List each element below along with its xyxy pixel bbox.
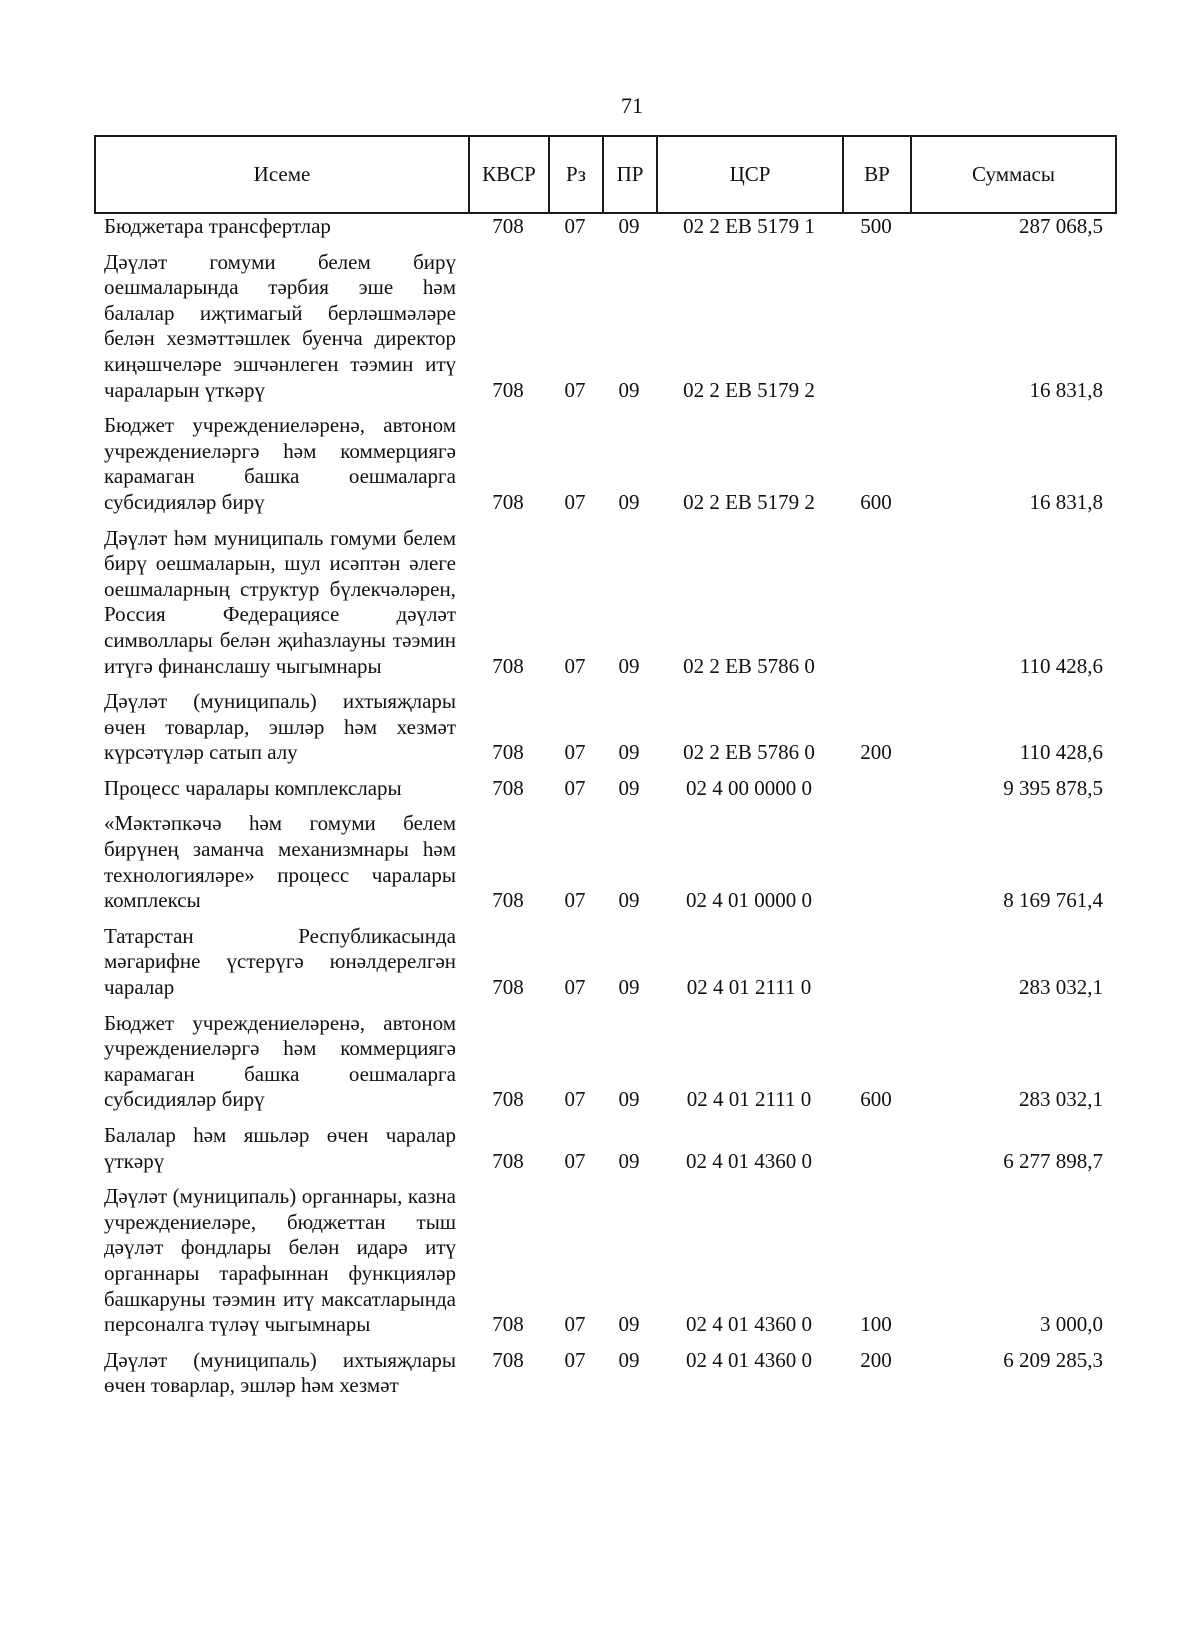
row-rz: 07 — [564, 1148, 586, 1173]
row-sum: 287 068,5 — [1019, 214, 1103, 238]
table-row — [94, 811, 1115, 913]
header-row — [95, 136, 1116, 213]
row-rz: 07 — [564, 740, 586, 765]
row-kvsr: 708 — [492, 214, 524, 238]
row-spacer-cell — [94, 766, 1115, 776]
table-row — [94, 526, 1115, 680]
row-csr: 02 2 ЕВ 5786 0 — [683, 653, 815, 678]
row-vr: 500 — [860, 214, 892, 238]
table-body — [94, 214, 1115, 1399]
row-vr: 600 — [860, 1087, 892, 1112]
row-sum: 283 032,1 — [1019, 1087, 1103, 1112]
row-pr: 09 — [618, 214, 640, 238]
row-csr: 02 2 ЕВ 5786 0 — [683, 740, 815, 765]
row-pr: 09 — [618, 489, 640, 514]
row-kvsr: 708 — [492, 489, 524, 514]
row-vr: 200 — [860, 740, 892, 765]
row-sum: 6 277 898,7 — [1003, 1148, 1103, 1173]
row-sum: 283 032,1 — [1019, 975, 1103, 1000]
row-kvsr: 708 — [492, 1087, 524, 1112]
row-rz: 07 — [564, 1312, 586, 1337]
row-rz: 07 — [564, 489, 586, 514]
row-csr: 02 2 ЕВ 5179 1 — [683, 214, 815, 238]
row-vr — [842, 776, 910, 802]
row-csr: 02 4 00 0000 0 — [686, 775, 812, 800]
row-spacer-cell — [94, 914, 1115, 924]
table-row — [94, 250, 1115, 404]
row-spacer — [94, 801, 1115, 811]
row-vr — [842, 924, 910, 1001]
row-pr: 09 — [618, 775, 640, 800]
row-vr — [842, 526, 910, 680]
row-csr: 02 2 ЕВ 5179 2 — [683, 489, 815, 514]
budget-table — [94, 214, 1115, 1399]
row-sum: 3 000,0 — [1040, 1312, 1103, 1337]
row-name: Бюджет учреждениеләренә, автоном учреждениеләргә һәм коммерциягә карамаган башка оешмаларга субсидияләр бирү — [104, 1010, 456, 1112]
row-spacer — [94, 679, 1115, 689]
row-name: Татарстан Республикасында мәгарифне үстерүгә юнәлдерелгән чаралар — [104, 923, 456, 1000]
row-kvsr: 708 — [492, 1347, 524, 1372]
row-pr: 09 — [618, 1148, 640, 1173]
row-kvsr: 708 — [492, 775, 524, 800]
table-row — [94, 1011, 1115, 1113]
table-row — [94, 689, 1115, 766]
row-rz: 07 — [564, 377, 586, 402]
row-vr: 200 — [860, 1347, 892, 1372]
row-spacer — [94, 1174, 1115, 1184]
row-spacer — [94, 766, 1115, 776]
row-name: Бюджетара трансфертлар — [104, 214, 331, 238]
row-rz: 07 — [564, 214, 586, 238]
row-kvsr: 708 — [492, 740, 524, 765]
header-kvsr: КВСР — [469, 136, 549, 213]
row-rz: 07 — [564, 1087, 586, 1112]
row-sum: 16 831,8 — [1029, 489, 1103, 514]
row-kvsr: 708 — [492, 888, 524, 913]
header-sum: Суммасы — [911, 136, 1116, 213]
row-csr: 02 4 01 2111 0 — [686, 1087, 812, 1112]
row-pr: 09 — [618, 1312, 640, 1337]
row-pr: 09 — [618, 975, 640, 1000]
row-name: Дәүләт (муниципаль) ихтыяҗлары өчен товарлар, эшләр һәм хезмәт — [104, 1347, 456, 1398]
row-name: «Мәктәпкәчә һәм гомуми белем бирүнең заманча механизмнары һәм технологияләре» процесс чаралары комплексы — [104, 811, 456, 913]
row-pr: 09 — [618, 888, 640, 913]
row-sum: 110 428,6 — [1019, 740, 1103, 765]
row-sum: 6 209 285,3 — [1003, 1347, 1103, 1372]
row-spacer — [94, 516, 1115, 526]
table-row — [94, 1123, 1115, 1174]
table-header — [94, 135, 1117, 214]
row-kvsr: 708 — [492, 975, 524, 1000]
row-csr: 02 4 01 4360 0 — [686, 1312, 812, 1337]
row-kvsr: 708 — [492, 653, 524, 678]
row-pr: 09 — [618, 377, 640, 402]
row-rz: 07 — [564, 775, 586, 800]
row-vr: 600 — [860, 489, 892, 514]
row-spacer-cell — [94, 1113, 1115, 1123]
row-csr: 02 4 01 2111 0 — [686, 975, 812, 1000]
row-spacer-cell — [94, 1338, 1115, 1348]
row-kvsr: 708 — [492, 377, 524, 402]
row-sum: 8 169 761,4 — [1003, 888, 1103, 913]
row-name: Балалар һәм яшьләр өчен чаралар үткәрү — [104, 1123, 456, 1173]
row-spacer — [94, 914, 1115, 924]
header-rz: Рз — [549, 136, 603, 213]
row-spacer-cell — [94, 801, 1115, 811]
header-csr: ЦСР — [657, 136, 843, 213]
row-name: Дәүләт гомуми белем бирү оешмаларында тәрбия эше һәм балалар иҗтимагый берләшмәләре белән хезмәттәшлек буенча директор киңәшчеләре эшчәнлеген тәэмин итү чараларын үткәрү — [104, 249, 456, 402]
row-csr: 02 4 01 4360 0 — [686, 1148, 812, 1173]
row-rz: 07 — [564, 975, 586, 1000]
row-kvsr: 708 — [492, 1312, 524, 1337]
row-csr: 02 4 01 4360 0 — [686, 1347, 812, 1372]
row-pr: 09 — [618, 740, 640, 765]
row-name: Процесс чаралары комплекслары — [104, 775, 402, 800]
row-csr: 02 4 01 0000 0 — [686, 888, 812, 913]
row-vr — [842, 811, 910, 913]
row-spacer — [94, 1113, 1115, 1123]
row-kvsr: 708 — [492, 1148, 524, 1173]
row-name: Дәүләт (муниципаль) ихтыяҗлары өчен товарлар, эшләр һәм хезмәт күрсәтүләр сатып алу — [104, 689, 456, 765]
row-csr: 02 2 ЕВ 5179 2 — [683, 377, 815, 402]
row-pr: 09 — [618, 1087, 640, 1112]
header-name: Исеме — [95, 136, 469, 213]
row-spacer — [94, 403, 1115, 413]
row-name: Дәүләт һәм муниципаль гомуми белем бирү оешмаларын, шул исәптән әлеге оешмаларның структур бүлекчәләрен, Россия Федерациясе дәүләт символлары белән җиһазлауны тәэмин итүгә финанслашу чыгымнары — [104, 525, 456, 678]
page-number: 71 — [621, 93, 643, 118]
row-vr — [842, 250, 910, 404]
header-vr: ВР — [843, 136, 911, 213]
row-rz: 07 — [564, 888, 586, 913]
row-spacer — [94, 1338, 1115, 1348]
row-pr: 09 — [618, 1347, 640, 1372]
row-spacer-cell — [94, 1001, 1115, 1011]
row-vr — [842, 1123, 910, 1174]
row-spacer-cell — [94, 679, 1115, 689]
table-row — [94, 1348, 1115, 1399]
table-row — [94, 924, 1115, 1001]
row-sum: 16 831,8 — [1029, 377, 1103, 402]
row-vr: 100 — [860, 1312, 892, 1337]
row-spacer — [94, 1001, 1115, 1011]
row-rz: 07 — [564, 653, 586, 678]
header-pr: ПР — [603, 136, 657, 213]
row-rz: 07 — [564, 1347, 586, 1372]
row-spacer-cell — [94, 240, 1115, 250]
row-spacer-cell — [94, 1174, 1115, 1184]
row-sum: 110 428,6 — [1019, 653, 1103, 678]
row-spacer-cell — [94, 403, 1115, 413]
table-row — [94, 1184, 1115, 1338]
table-row — [94, 776, 1115, 802]
row-spacer — [94, 240, 1115, 250]
row-name: Дәүләт (муниципаль) органнары, казна учреждениеләре, бюджеттан тыш дәүләт фондлары белән идарә итү органнары тарафыннан функцияләр башкаруны тәэмин итү максатларында персоналга түләү чыгымнары — [104, 1184, 456, 1337]
row-sum: 9 395 878,5 — [1003, 775, 1103, 800]
row-pr: 09 — [618, 653, 640, 678]
table-row — [94, 214, 1115, 240]
table-row — [94, 413, 1115, 515]
row-spacer-cell — [94, 516, 1115, 526]
row-name: Бюджет учреждениеләренә, автоном учреждениеләргә һәм коммерциягә карамаган башка оешмаларга субсидияләр бирү — [104, 413, 456, 514]
